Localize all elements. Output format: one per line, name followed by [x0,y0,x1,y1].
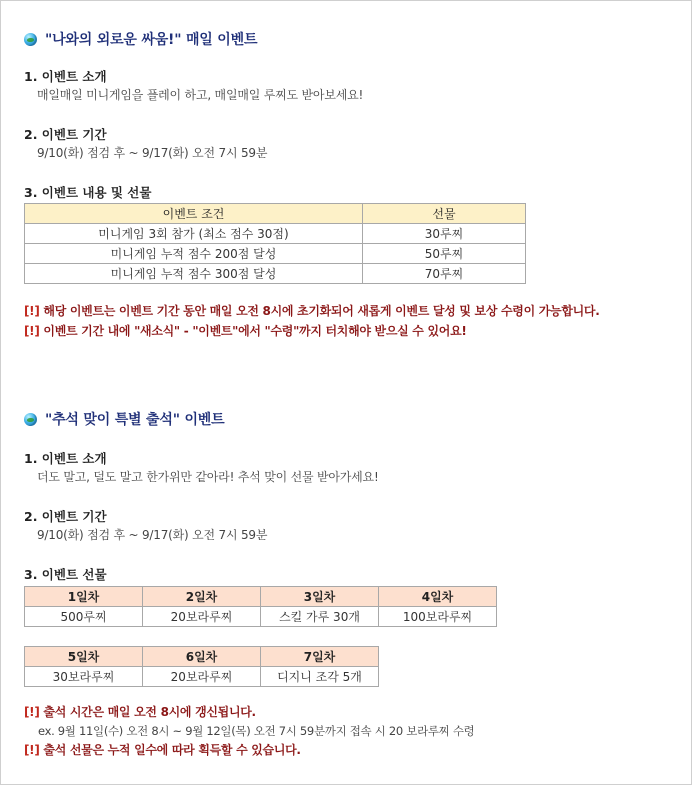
globe-icon [24,33,37,46]
section-title: "나와의 외로운 싸움!" 매일 이벤트 [45,32,258,48]
day-header: 1일차 [25,587,143,607]
table-header-row [25,647,379,667]
section-title-row [24,408,684,430]
day-header: 6일차 [143,647,261,667]
table-row [25,244,526,264]
day-reward: 30보라루찌 [25,667,143,687]
notice-mark: [!] [24,743,40,757]
table-row [25,607,497,627]
day-header: 3일차 [261,587,379,607]
day-reward: 100보라루찌 [379,607,497,627]
period-heading: 2. 이벤트 기간 [24,127,107,142]
table-cell-gift: 50루찌 [363,244,526,264]
day-header: 2일차 [143,587,261,607]
event-section-attendance [24,408,684,760]
notice-text: 출석 시간은 매일 오전 8시에 갱신됩니다. [39,705,256,719]
table-cell-gift: 70루찌 [363,264,526,284]
intro-heading: 1. 이벤트 소개 [24,451,107,466]
rewards-table [24,203,526,284]
notice-mark: [!] [24,304,40,318]
notice-line [24,702,684,722]
notice-text: 해당 이벤트는 이벤트 기간 동안 매일 오전 8시에 초기화되어 새롭게 이벤트 달성 및 보상 수령이 가능합니다. [39,304,600,318]
intro-text: 매일매일 미니게임을 플레이 하고, 매일매일 루찌도 받아보세요! [37,88,364,102]
notice-text: 이벤트 기간 내에 "새소식" - "이벤트"에서 "수령"까지 터치해야 받으실 수 있어요! [39,324,467,338]
attendance-table-week2 [24,646,379,687]
day-reward: 20보라루찌 [143,667,261,687]
table-header-condition: 이벤트 조건 [25,204,363,224]
event-section-daily [24,28,684,341]
notice-text: 출석 선물은 누적 일수에 따라 획득할 수 있습니다. [39,743,301,757]
globe-icon [24,413,37,426]
day-header: 7일차 [261,647,379,667]
table-cell-condition: 미니게임 누적 점수 200점 달성 [25,244,363,264]
day-reward: 디지니 조각 5개 [261,667,379,687]
day-header: 5일차 [25,647,143,667]
table-header-row [25,204,526,224]
rewards-heading: 3. 이벤트 내용 및 선물 [24,185,152,200]
table-row [25,224,526,244]
table-cell-gift: 30루찌 [363,224,526,244]
intro-heading: 1. 이벤트 소개 [24,69,107,84]
rewards-heading: 3. 이벤트 선물 [24,567,107,582]
section-title-row [24,28,684,50]
notice-line [24,321,684,341]
table-header-gift: 선물 [363,204,526,224]
period-heading: 2. 이벤트 기간 [24,509,107,524]
table-row [25,667,379,687]
notice-mark: [!] [24,705,40,719]
table-row [25,264,526,284]
notice-line [24,740,684,760]
section-title: "추석 맞이 특별 출석" 이벤트 [45,412,225,428]
day-reward: 500루찌 [25,607,143,627]
table-header-row [25,587,497,607]
attendance-table-week1 [24,586,497,627]
notice-mark: [!] [24,324,40,338]
example-text: ex. 9월 11일(수) 오전 8시 ~ 9월 12일(목) 오전 7시 59분까지 접속 시 20 보라루찌 수령 [38,724,475,738]
table-cell-condition: 미니게임 누적 점수 300점 달성 [25,264,363,284]
period-text: 9/10(화) 점검 후 ~ 9/17(화) 오전 7시 59분 [37,146,268,160]
day-reward: 스킬 가루 30개 [261,607,379,627]
intro-text: 더도 말고, 덜도 말고 한가위만 같아라! 추석 맞이 선물 받아가세요! [37,470,379,484]
notice-line [24,301,684,321]
period-text: 9/10(화) 점검 후 ~ 9/17(화) 오전 7시 59분 [37,528,268,542]
day-reward: 20보라루찌 [143,607,261,627]
table-cell-condition: 미니게임 3회 참가 (최소 점수 30점) [25,224,363,244]
day-header: 4일차 [379,587,497,607]
